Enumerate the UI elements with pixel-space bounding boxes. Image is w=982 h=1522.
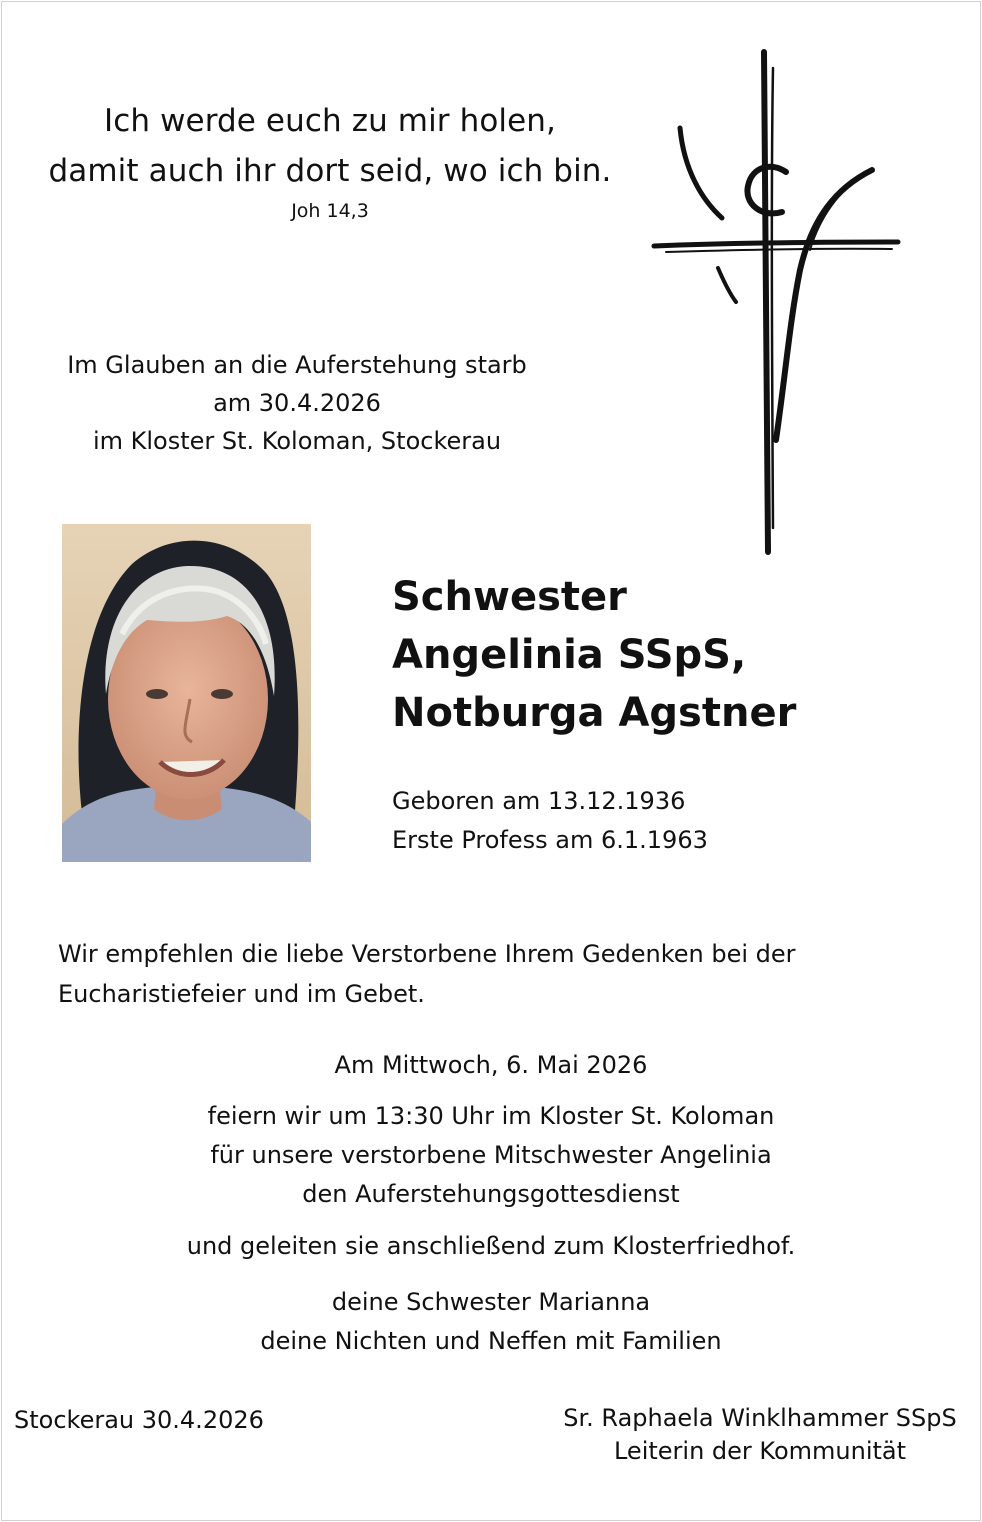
mourner-line-2: deine Nichten und Neffen mit Familien (260, 1327, 722, 1355)
signer-name: Sr. Raphaela Winklhammer SSpS (563, 1404, 957, 1432)
verse-reference: Joh 14,3 (291, 200, 369, 222)
death-notice (40, 346, 554, 460)
service-date: Am Mittwoch, 6. Mai 2026 (334, 1051, 648, 1079)
signer (540, 1402, 980, 1468)
bible-verse (10, 96, 650, 196)
profession-date: Erste Profess am 6.1.1963 (392, 826, 708, 854)
cross-with-figure-icon (640, 40, 920, 570)
burial-text: und geleiten sie anschließend zum Klosterfriedhof. (186, 1232, 796, 1260)
service-details (0, 1097, 982, 1214)
mourners (0, 1283, 982, 1361)
deceased-name (392, 568, 952, 742)
service-line-1: feiern wir um 13:30 Uhr im Kloster St. Koloman (207, 1102, 775, 1130)
verse-line-1: Ich werde euch zu mir holen, (104, 103, 556, 139)
service-line-2: für unsere verstorbene Mitschwester Angelinia (210, 1141, 772, 1169)
death-line-3: im Kloster St. Koloman, Stockerau (92, 427, 502, 455)
recommend-line-1: Wir empfehlen die liebe Verstorbene Ihrem Gedenken bei der (58, 940, 796, 968)
portrait-photo (62, 524, 311, 862)
name-line-3: Notburga Agstner (392, 690, 797, 736)
death-line-2: am 30.4.2026 (213, 389, 381, 417)
mourner-line-1: deine Schwester Marianna (331, 1288, 651, 1316)
name-line-1: Schwester (392, 574, 627, 620)
signer-role: Leiterin der Kommunität (613, 1437, 907, 1465)
recommendation-text (58, 934, 938, 1014)
verse-line-2: damit auch ihr dort seid, wo ich bin. (48, 153, 612, 189)
recommend-line-2: Eucharistiefeier und im Gebet. (58, 980, 425, 1008)
name-line-2: Angelinia SSpS, (392, 632, 747, 678)
life-dates (392, 782, 952, 860)
birth-date: Geboren am 13.12.1936 (392, 787, 686, 815)
service-line-3: den Auferstehungsgottesdienst (302, 1180, 680, 1208)
place-date: Stockerau 30.4.2026 (14, 1406, 264, 1434)
death-line-1: Im Glauben an die Auferstehung starb (67, 351, 527, 379)
